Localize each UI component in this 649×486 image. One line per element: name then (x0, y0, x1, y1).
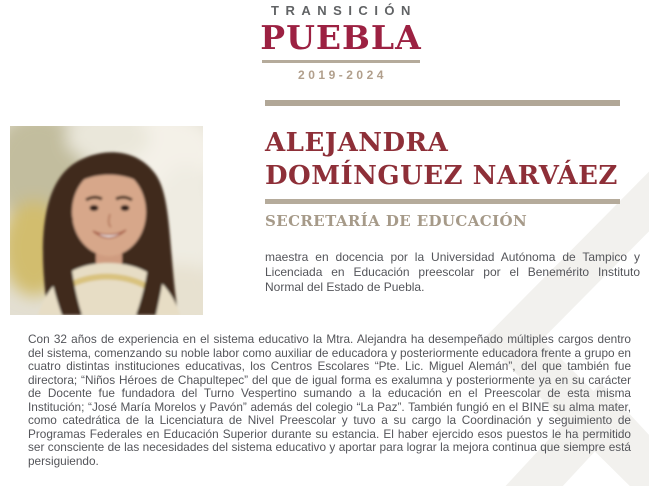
official-name (265, 127, 640, 193)
logo-state-text: PUEBLA (260, 18, 422, 57)
profile-photo (10, 126, 203, 315)
official-intro-paragraph: maestra en docencia por la Universidad Autónoma de Tampico y Licenciada en Educación preescolar por el Benemérito Instituto Normal del Estado de Puebla. (265, 250, 640, 294)
name-underline-bar (265, 199, 620, 204)
logo-divider-line (262, 60, 420, 63)
official-position: SECRETARÍA DE EDUCACIÓN (265, 212, 528, 230)
puebla-transition-logo (231, 3, 451, 82)
official-first-name: ALEJANDRA (265, 128, 449, 158)
official-info-column (265, 100, 640, 295)
logo-transition-text: TRANSICIÓN (271, 3, 417, 18)
official-last-name: DOMÍNGUEZ NARVÁEZ (265, 161, 618, 191)
biography-paragraph: Con 32 años de experiencia en el sistema educativo la Mtra. Alejandra ha desempeñado múltiples cargos dentro del sistema, comenzando su noble labor como auxiliar de educadora y posteriormente educadora frente a grupo en cuatro distintas instituciones educativas, los Centros Escolares “Pte. Lic. Miguel Alemán”, del que también fue directora; “Niños Héroes de Chapultepec” del que de igual forma es exalumna y posteriormente ya en su carácter de Docente fue fundadora del Turno Vespertino sumando a la educación en el Preescolar de esta misma Institución; “José María Morelos y Pavón” además del colegio “La Paz”. También fungió en el BINE su alma mater, como catedrática de la Licenciatura de Nivel Preescolar y tuvo a su cargo la Coordinación y seguimiento de Programas Federales en Educación Superior durante su estancia. El haber ejercido esos puestos le ha permitido ser consciente de las necesidades del sistema educativo y aportar para lograr la mejora continua que siempre está persiguiendo. (28, 332, 631, 468)
logo-years-text: 2019-2024 (298, 68, 387, 82)
top-accent-bar (265, 100, 620, 106)
